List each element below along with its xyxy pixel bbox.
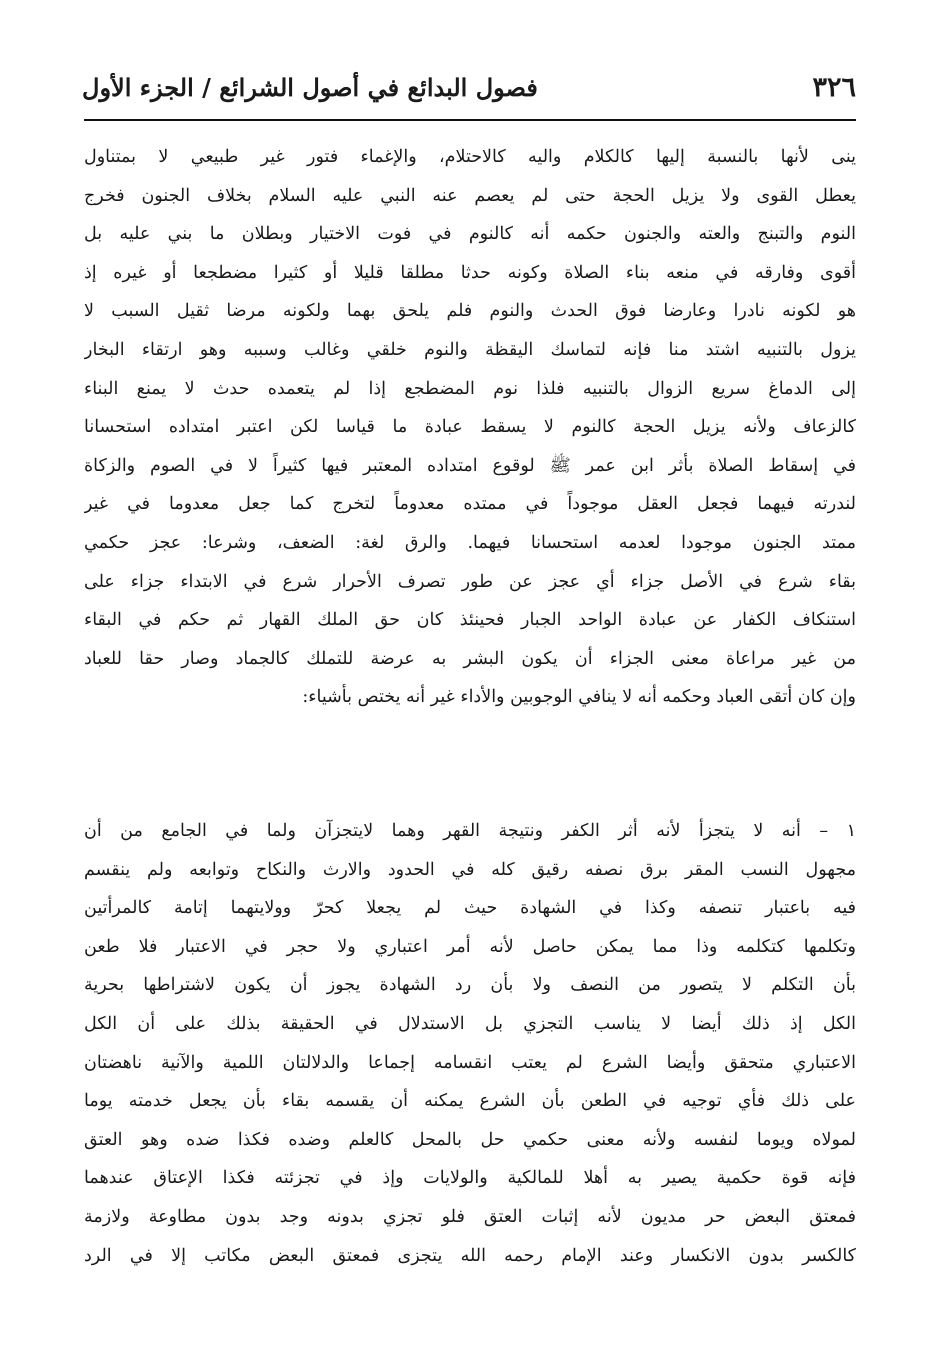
text-line: من غير مراعاة معنى الجزاء أن يكون البشر به عرضة للتملك كالجماد وصار حقا للعباد [84,648,856,669]
text-line: وتكلمها كتكلمه وذا مما يمكن حاصل لأنه أمر اعتباري ولا حجر في الاعتبار فلا طعن [84,936,856,957]
text-line: كالزعاف ولأنه يزيل الحجة كالنوم لا يسقط عبادة ما قياسا لكن اعتبر امتداده استحسانا [84,417,856,438]
text-line: يزول بالتنبيه اشتد منا فإنه لتماسك اليقظة والنوم خلقي وغالب وسببه وهو ارتقاء البخار [84,339,856,360]
running-title: فصول البدائع في أصول الشرائع / الجزء الأول [82,73,538,102]
text-line: استنكاف الكفار عن عبادة الواحد الجبار فحينئذ كان حق الملك القهار ثم حكم في البقاء [84,610,856,631]
text-line: فيه باعتبار تنصفه وكذا في الشهادة حيث لم يجعلا كحرّ وولايتهما إتامة كالمرأتين [84,898,856,919]
text-line: ١ – أنه لا يتجزأ لأنه أثر الكفر ونتيجة القهر وهما لايتجزآن ولما في الجامع من أن [84,821,856,841]
text-line: إلى الدماغ سريع الزوال بالتنبيه فلذا نوم المضطجع إذا لم يتعمده حدث لا يمنع البناء [84,378,856,399]
text-line: كالكسر بدون الانكسار وعند الإمام رحمه الله يتجزى فمعتق البعض مكاتب إلا في الرد [84,1245,856,1266]
text-line: الكل إذ ذلك أيضا لا يناسب التجزي بل الاستدلال في الحقيقة بذلك على أن الكل [84,1013,856,1034]
paragraph-1 [84,138,856,717]
paragraph-2 [84,812,856,1275]
page-header [82,62,856,112]
text-line: مجهول النسب المقر برق نصفه رقيق كله في الحدود والارث والنكاح وتوابعه ولم ينقسم [84,859,856,880]
text-line: أقوى وفارقه في منعه بناء الصلاة وكونه حدثا مطلقا قليلا أو كثيرا مضطجعا أو غيره إذ [84,262,856,283]
text-line: الاعتباري متحقق وأيضا الشرع لم يعتب انقسامه إجماعا والدلالتان اللمية والآنية ناهضتان [84,1052,856,1073]
text-line: وإن كان أتقى العباد وحكمه أنه لا ينافي الوجوبين والأداء غير أنه يختص بأشياء: [302,687,856,708]
text-line: لندرته فيهما فجعل العقل موجوداً في ممتده معدوماً لتخرج كما جعل معدوما في غير [84,494,856,515]
text-line: ينى لأنها بالنسبة إليها كالكلام واليه كالاحتلام، والإغماء فتور غير طبيعي لا بمتناول [84,147,856,167]
text-line: فإنه قوة حكمية يصير به أهلا للمالكية والولايات وإذ في تجزئته فكذا الإعتاق عندهما [84,1168,856,1189]
text-line: في إسقاط الصلاة بأثر ابن عمر ﷺ لوقوع امتداده المعتبر فيها كثيراً لا في الصوم والزكاة [84,455,856,476]
text-line: بأن التكلم لا يتصور من النصف ولا بأن رد الشهادة يجوز أن يكون لاشتراطها بحرية [84,975,856,996]
page-number: ٣٢٦ [812,72,856,103]
text-line: هو لكونه نادرا وعارضا فوق الحدث والنوم فلم يلحق بهما ولكونه مرضا ثقيل السبب لا [84,301,856,322]
text-line: ممتد الجنون موجودا لعدمه استحسانا فيهما. والرق لغة: الضعف، وشرعا: عجز حكمي [84,532,856,553]
header-divider [84,119,856,121]
text-line: لمولاه ويوما لنفسه ولأنه معنى حكمي حل بالمحل كالعلم وضده فكذا ضده وهو العتق [84,1129,856,1150]
text-line: بقاء شرع في الأصل جزاء أي عجز عن طور تصرف الأحرار شرع في الابتداء جزاء على [84,571,856,592]
text-line: على ذلك فأي توجيه في الطعن بأن الشرع يمكنه أن يقسمه بقاء بأن يجعل خدمته يوما [84,1091,856,1112]
text-line: فمعتق البعض حر مديون لأنه إثبات العتق فلو تجزي بدونه وجد بدون مطاوعة ولازمة [84,1206,856,1227]
text-line: النوم والتبنج والعته والجنون حكمه أنه كالنوم في فوت الاختيار وبطلان ما بني عليه بل [84,224,856,245]
text-line: يعطل القوى ولا يزيل الحجة حتى لم يعصم عنه النبي عليه السلام بخلاف الجنون فخرج [84,185,856,206]
